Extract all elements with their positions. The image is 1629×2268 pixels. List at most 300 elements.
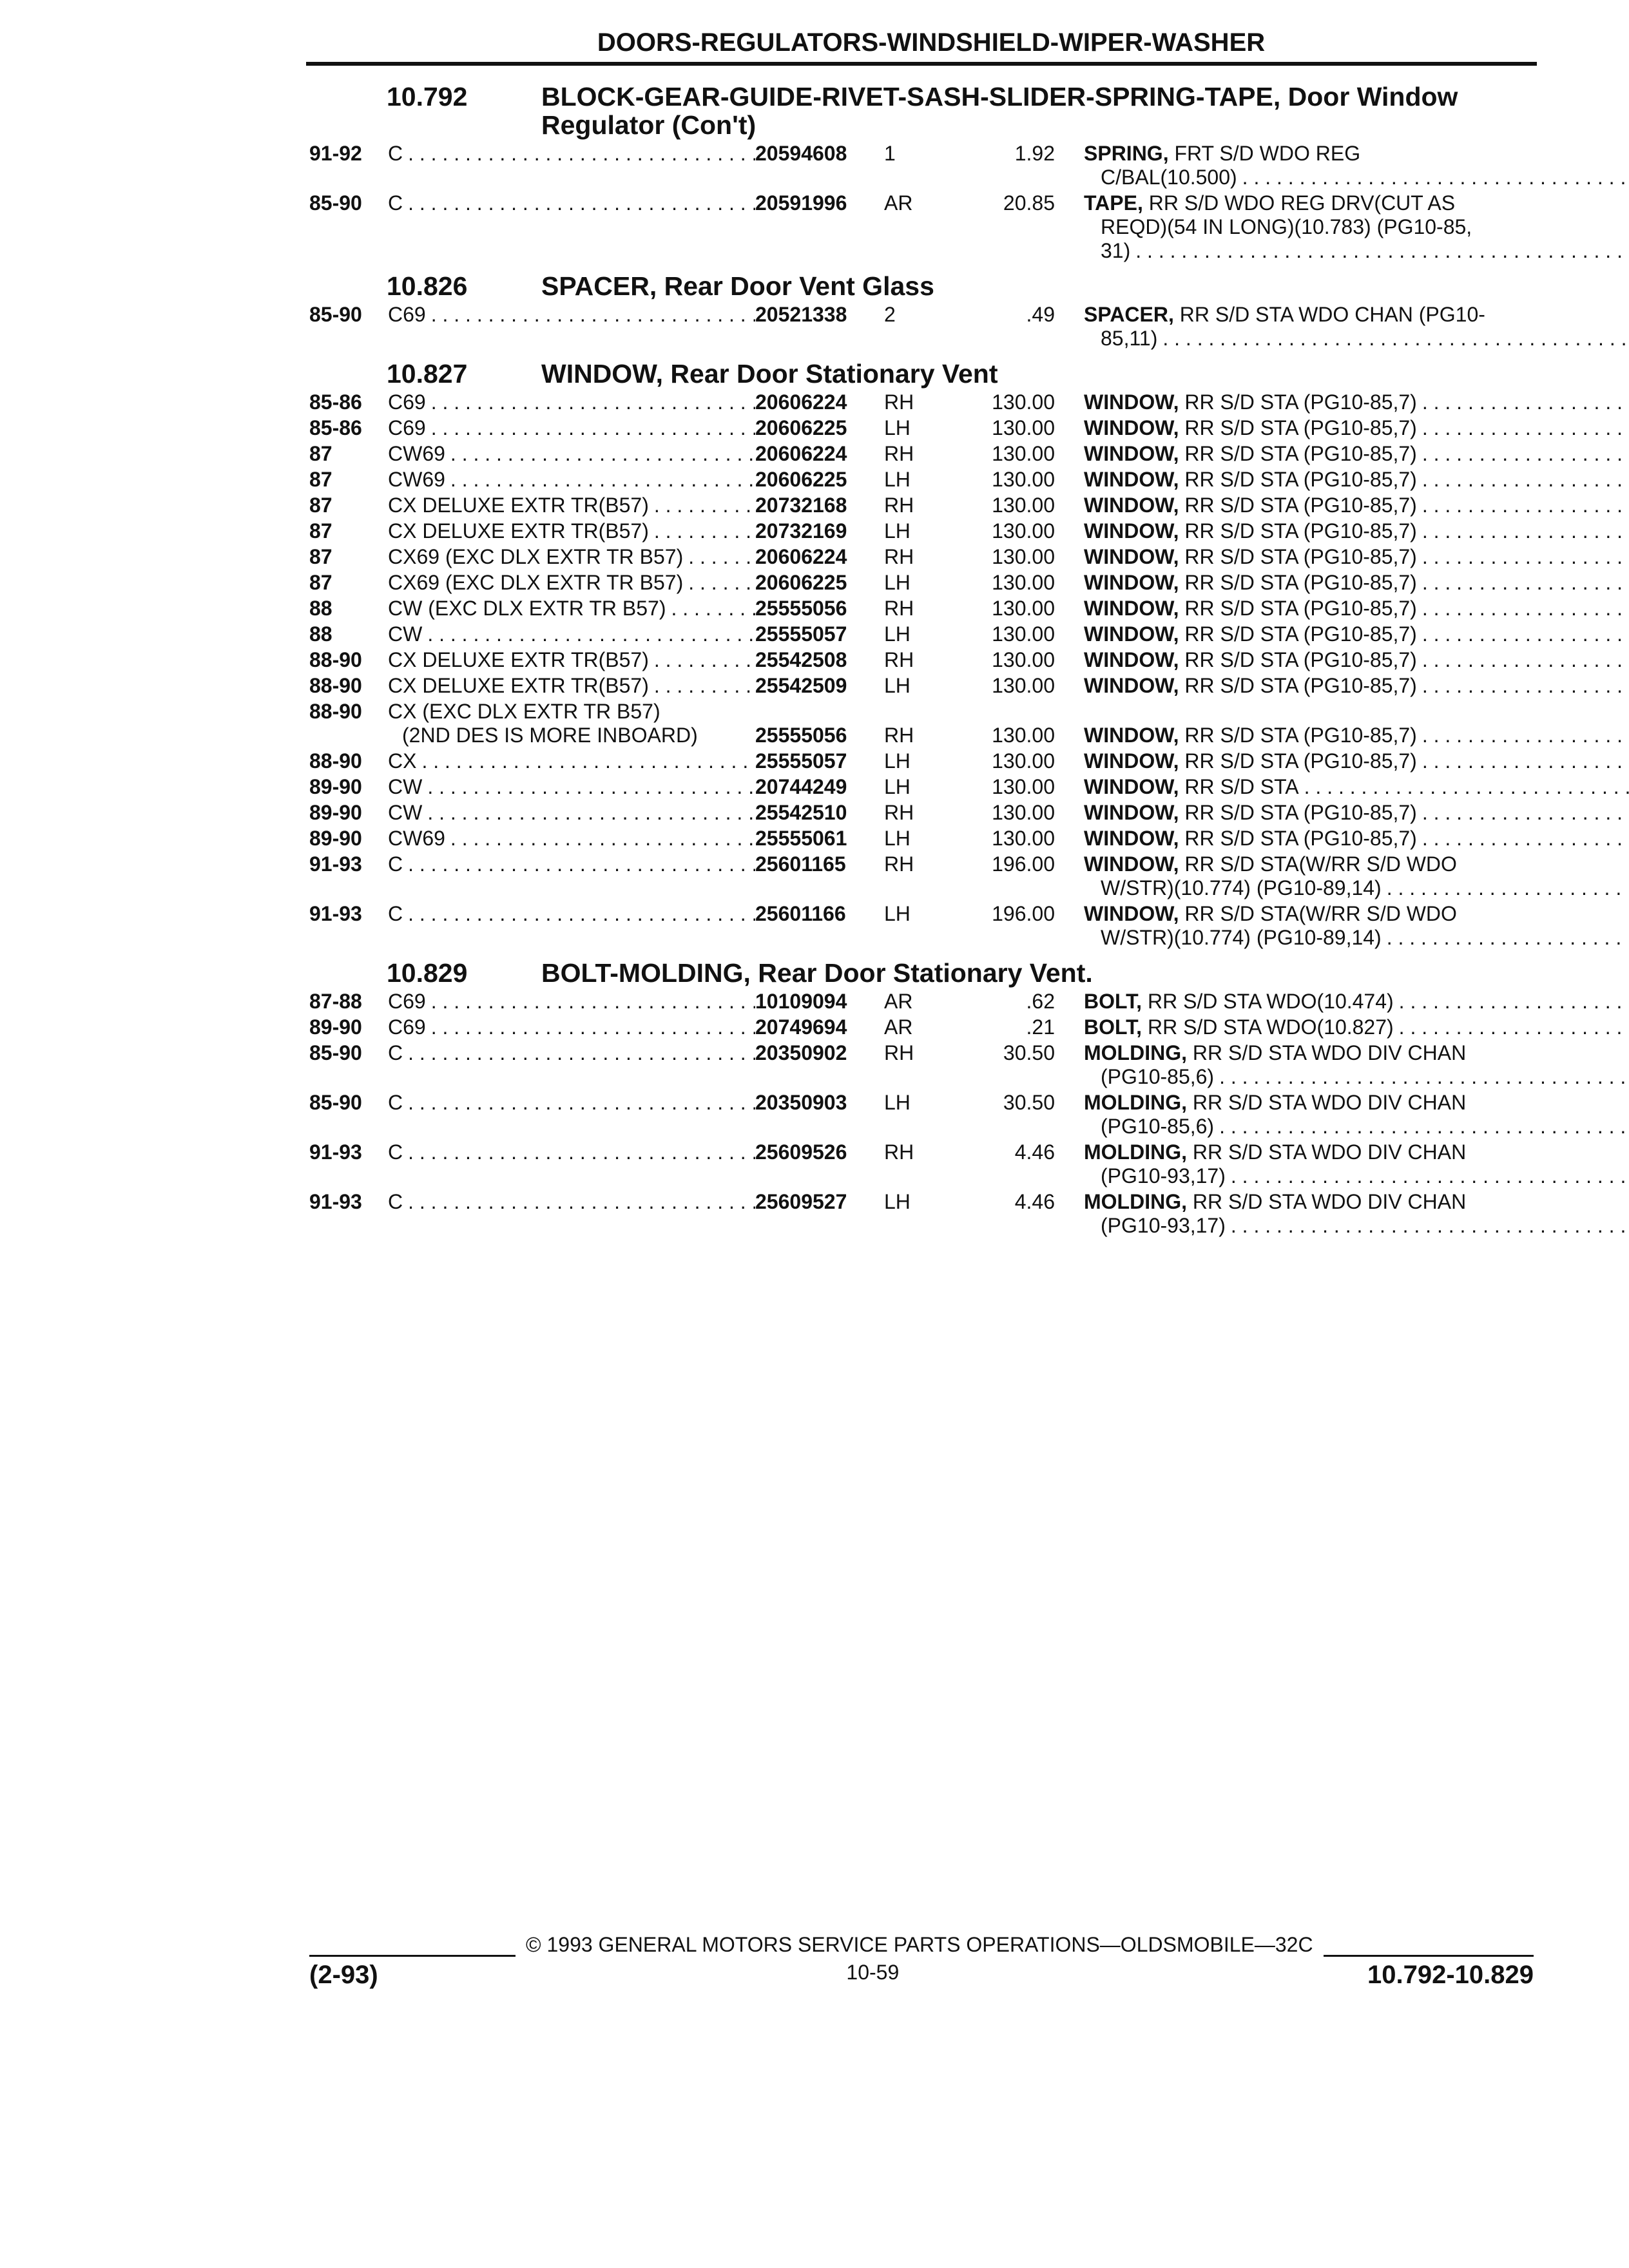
description-text	[1084, 801, 1417, 824]
part-row	[309, 442, 1534, 466]
part-name: WINDOW,	[1084, 902, 1179, 925]
description-text	[1084, 597, 1417, 620]
section-number: 10.826	[387, 271, 468, 301]
part-name: MOLDING,	[1084, 1041, 1187, 1064]
model-code	[388, 902, 755, 950]
model-years: 87	[309, 468, 333, 491]
part-row	[309, 990, 1534, 1014]
description-value: RR S/D STA WDO DIV CHAN	[1192, 1041, 1467, 1064]
description	[1084, 622, 1534, 646]
price-value: 30.50	[1003, 1041, 1055, 1064]
part-number-value: 20606225	[755, 571, 847, 594]
description-line	[1084, 990, 1534, 1014]
description-value: RR S/D STA (PG10-85,7)	[1184, 416, 1417, 439]
description-value: RR S/D STA WDO(10.827)	[1147, 1015, 1394, 1039]
quantity-value: LH	[884, 519, 911, 543]
leader-dots	[408, 1091, 755, 1115]
description-line	[1084, 902, 1534, 926]
part-number	[755, 1140, 884, 1188]
part-number-value: 20732168	[755, 494, 847, 517]
part-name: TAPE,	[1084, 191, 1143, 215]
description	[1084, 775, 1534, 799]
quantity	[884, 622, 961, 646]
footer-rule-left	[309, 1955, 516, 1957]
part-name: BOLT,	[1084, 990, 1142, 1013]
model-years: 88-90	[309, 674, 362, 697]
price	[961, 468, 1084, 492]
model-line	[388, 902, 755, 926]
model-text-2: (2ND DES IS MORE INBOARD)	[402, 724, 698, 747]
description	[1084, 468, 1534, 492]
part-name: WINDOW,	[1084, 390, 1179, 414]
catalog-section	[309, 272, 1534, 351]
model-line	[388, 827, 755, 850]
description-value: RR S/D STA(W/RR S/D WDO	[1184, 902, 1457, 925]
description-value: RR S/D STA WDO DIV CHAN	[1192, 1190, 1467, 1213]
description-line	[1084, 1140, 1534, 1164]
leader-dots	[1242, 166, 1629, 189]
leader-dots	[450, 468, 755, 492]
model-text: C	[388, 1140, 403, 1164]
description	[1084, 700, 1534, 747]
footer-date: (2-93)	[309, 1961, 378, 1989]
description-text	[1084, 468, 1417, 491]
description-line	[1084, 327, 1534, 351]
model-code	[388, 1140, 755, 1188]
model-line	[388, 519, 755, 543]
description-text	[1084, 1140, 1466, 1164]
price	[961, 1015, 1084, 1039]
part-number	[755, 416, 884, 440]
part-name: WINDOW,	[1084, 775, 1179, 798]
model-years: 89-90	[309, 801, 362, 824]
price	[961, 648, 1084, 672]
price	[961, 416, 1084, 440]
part-number	[755, 442, 884, 466]
description-text	[1084, 390, 1417, 414]
description	[1084, 1041, 1534, 1089]
description	[1084, 1190, 1534, 1238]
parts-listing	[309, 77, 1534, 1247]
part-name: MOLDING,	[1084, 1091, 1187, 1114]
part-number	[755, 390, 884, 414]
quantity	[884, 990, 961, 1014]
part-number-value: 20749694	[755, 1015, 847, 1039]
model-code	[388, 191, 755, 263]
leader-dots	[1422, 801, 1629, 824]
leader-dots	[450, 827, 755, 850]
footer-page-number: 10-59	[846, 1961, 900, 1984]
description-value: RR S/D STA WDO DIV CHAN	[1192, 1091, 1467, 1114]
quantity	[884, 1091, 961, 1139]
section-heading	[309, 360, 1534, 388]
description	[1084, 674, 1534, 698]
model-line	[388, 191, 755, 215]
description	[1084, 571, 1534, 595]
quantity	[884, 1140, 961, 1188]
description-text	[1084, 1015, 1394, 1039]
quantity-value: RH	[884, 648, 914, 671]
leader-dots	[1219, 1065, 1629, 1088]
quantity-value: LH	[884, 571, 911, 594]
model-years: 85-90	[309, 1041, 362, 1064]
description-text	[1101, 1115, 1214, 1138]
description-text	[1084, 622, 1417, 646]
part-number-value: 20521338	[755, 303, 847, 326]
model-text: C	[388, 1091, 403, 1114]
description-text	[1084, 648, 1417, 671]
model-years: 91-93	[309, 1190, 362, 1213]
part-row	[309, 142, 1534, 189]
model-text: C69	[388, 1015, 426, 1039]
model-line	[388, 416, 755, 440]
model-years: 91-92	[309, 142, 362, 165]
description	[1084, 494, 1534, 517]
quantity	[884, 648, 961, 672]
model-text: C	[388, 1190, 403, 1213]
quantity	[884, 545, 961, 569]
quantity-value: LH	[884, 1190, 911, 1213]
description-value: RR S/D STA (PG10-85,7)	[1184, 827, 1417, 850]
description-value: RR S/D STA (PG10-85,7)	[1184, 648, 1417, 671]
part-name: WINDOW,	[1084, 622, 1179, 646]
model-years: 88	[309, 622, 333, 646]
description-line	[1084, 1041, 1534, 1065]
quantity	[884, 1041, 961, 1089]
part-name: BOLT,	[1084, 1015, 1142, 1039]
model-text: CW69	[388, 468, 445, 491]
quantity	[884, 902, 961, 950]
part-number	[755, 622, 884, 646]
description-text	[1084, 1091, 1466, 1114]
section-heading	[309, 272, 1534, 300]
description-line	[1084, 215, 1534, 239]
leader-dots	[1422, 827, 1629, 850]
part-name: WINDOW,	[1084, 519, 1179, 543]
quantity	[884, 390, 961, 414]
model-line	[388, 303, 755, 327]
model-years: 91-93	[309, 1140, 362, 1164]
part-row	[309, 191, 1534, 263]
part-row	[309, 852, 1534, 900]
description-value: RR S/D STA (PG10-85,7)	[1184, 622, 1417, 646]
description-line	[1084, 597, 1534, 620]
price-value: 196.00	[992, 852, 1055, 876]
price-value: 4.46	[1014, 1190, 1055, 1213]
description-text	[1084, 775, 1299, 798]
description-line	[1084, 648, 1534, 672]
model-years: 87	[309, 545, 333, 568]
description-text	[1101, 239, 1130, 262]
part-row	[309, 416, 1534, 440]
model-text: C69	[388, 390, 426, 414]
quantity-value: 2	[884, 303, 896, 326]
part-row	[309, 545, 1534, 569]
leader-dots	[408, 902, 755, 926]
part-number	[755, 142, 884, 189]
part-row	[309, 1091, 1534, 1139]
part-number-value: 25555057	[755, 622, 847, 646]
part-number-value: 25555056	[755, 597, 847, 620]
part-number-value: 25542509	[755, 674, 847, 697]
description	[1084, 852, 1534, 900]
leader-dots	[427, 622, 755, 646]
model-line	[388, 801, 755, 825]
quantity-value: LH	[884, 468, 911, 491]
section-title: SPACER, Rear Door Vent Glass	[541, 271, 934, 301]
part-number-value: 20606225	[755, 416, 847, 439]
part-row	[309, 303, 1534, 351]
part-number	[755, 1091, 884, 1139]
description-text	[1101, 926, 1382, 949]
price-value: 130.00	[992, 494, 1055, 517]
leader-dots	[1422, 468, 1629, 491]
model-line	[388, 1190, 755, 1214]
part-number-value: 20606224	[755, 390, 847, 414]
price-value: 130.00	[992, 597, 1055, 620]
quantity	[884, 468, 961, 492]
description-line	[1084, 674, 1534, 698]
part-number-value: 20594608	[755, 142, 847, 165]
quantity	[884, 801, 961, 825]
model-text: CX DELUXE EXTR TR(B57)	[388, 648, 649, 671]
model-line	[388, 648, 755, 672]
part-row	[309, 519, 1534, 543]
model-text: CX DELUXE EXTR TR(B57)	[388, 494, 649, 517]
part-number	[755, 571, 884, 595]
model-text: CX69 (EXC DLX EXTR TR B57)	[388, 545, 684, 568]
description-line	[1084, 876, 1534, 900]
description-text	[1084, 749, 1417, 773]
part-row	[309, 571, 1534, 595]
model-years: 85-86	[309, 416, 362, 439]
part-number-value: 20606224	[755, 545, 847, 568]
quantity	[884, 827, 961, 850]
model-years: 85-90	[309, 1091, 362, 1114]
model-text: C69	[388, 990, 426, 1013]
description-text	[1084, 442, 1417, 465]
price-value: 30.50	[1003, 1091, 1055, 1114]
description-line	[1084, 1190, 1534, 1214]
description-text	[1084, 1190, 1466, 1213]
leader-dots	[1231, 1214, 1629, 1237]
model-code	[388, 674, 755, 698]
model-code	[388, 142, 755, 189]
leader-dots	[1422, 545, 1629, 568]
quantity-value: AR	[884, 990, 913, 1013]
quantity	[884, 852, 961, 900]
part-row	[309, 700, 1534, 747]
leader-dots	[1422, 674, 1629, 697]
quantity-value: LH	[884, 902, 911, 925]
leader-dots	[1399, 990, 1629, 1013]
leader-dots	[1422, 494, 1629, 517]
model-code	[388, 648, 755, 672]
description-line	[1084, 303, 1534, 327]
quantity	[884, 1190, 961, 1238]
quantity-value: 1	[884, 142, 896, 165]
model-code	[388, 303, 755, 351]
model-line	[388, 852, 755, 876]
quantity-value: RH	[884, 390, 914, 414]
quantity-value: AR	[884, 191, 913, 215]
description-value: RR S/D STA WDO DIV CHAN	[1192, 1140, 1467, 1164]
part-number-value: 20606224	[755, 442, 847, 465]
model-text: CX DELUXE EXTR TR(B57)	[388, 519, 649, 543]
leader-dots	[1422, 416, 1629, 439]
part-name: WINDOW,	[1084, 442, 1179, 465]
model-code	[388, 622, 755, 646]
model-code	[388, 571, 755, 595]
model-text: CW	[388, 622, 423, 646]
leader-dots	[1422, 571, 1629, 594]
quantity-value: RH	[884, 545, 914, 568]
part-name: SPRING,	[1084, 142, 1169, 165]
model-text: CX	[388, 749, 417, 773]
description-value: W/STR)(10.774) (PG10-89,14)	[1101, 876, 1382, 899]
price-value: 1.92	[1014, 142, 1055, 165]
part-row	[309, 775, 1534, 799]
description-value: RR S/D STA (PG10-85,7)	[1184, 545, 1417, 568]
part-row	[309, 1190, 1534, 1238]
description-text	[1101, 876, 1382, 899]
description-value: RR S/D STA WDO CHAN (PG10-	[1179, 303, 1485, 326]
leader-dots	[427, 801, 755, 825]
part-number-value: 20350903	[755, 1091, 847, 1114]
description-text	[1084, 724, 1417, 747]
part-number	[755, 519, 884, 543]
part-number-value: 20744249	[755, 775, 847, 798]
part-number-value: 10109094	[755, 990, 847, 1013]
section-title: WINDOW, Rear Door Stationary Vent	[541, 359, 998, 389]
model-code	[388, 990, 755, 1014]
model-line	[388, 990, 755, 1014]
description-value: RR S/D STA (PG10-85,7)	[1184, 519, 1417, 543]
description-line	[1084, 852, 1534, 876]
model-years: 87	[309, 442, 333, 465]
quantity	[884, 749, 961, 773]
description	[1084, 902, 1534, 950]
price	[961, 852, 1084, 900]
part-name: SPACER,	[1084, 303, 1174, 326]
price	[961, 303, 1084, 351]
quantity	[884, 442, 961, 466]
part-row	[309, 674, 1534, 698]
price	[961, 827, 1084, 850]
quantity-value: RH	[884, 442, 914, 465]
part-row	[309, 468, 1534, 492]
leader-dots	[431, 303, 755, 327]
description-value: RR S/D STA (PG10-85,7)	[1184, 597, 1417, 620]
model-line	[388, 545, 755, 569]
description	[1084, 191, 1534, 263]
description	[1084, 303, 1534, 351]
part-number-value: 25601166	[755, 902, 846, 925]
quantity-value: LH	[884, 749, 911, 773]
part-number	[755, 191, 884, 263]
part-row	[309, 390, 1534, 414]
price-value: 130.00	[992, 724, 1055, 747]
section-title: BLOCK-GEAR-GUIDE-RIVET-SASH-SLIDER-SPRING-TAPE, Door Window Regulator (Con't)	[541, 82, 1458, 140]
part-number	[755, 775, 884, 799]
model-code	[388, 852, 755, 900]
description-line	[1084, 191, 1534, 215]
model-code	[388, 801, 755, 825]
price-value: 130.00	[992, 519, 1055, 543]
part-number	[755, 700, 884, 747]
part-number-value: 25609527	[755, 1190, 847, 1213]
part-number-value: 25601165	[755, 852, 846, 876]
part-number	[755, 545, 884, 569]
price	[961, 700, 1084, 747]
description-value: (PG10-93,17)	[1101, 1214, 1226, 1237]
quantity	[884, 674, 961, 698]
model-code	[388, 827, 755, 850]
part-number-value: 20606225	[755, 468, 847, 491]
leader-dots	[1422, 519, 1629, 543]
description	[1084, 801, 1534, 825]
part-row	[309, 622, 1534, 646]
description-line	[1084, 1065, 1534, 1089]
price-value: 196.00	[992, 902, 1055, 925]
model-years: 89-90	[309, 1015, 362, 1039]
description-value: RR S/D WDO REG DRV(CUT AS	[1148, 191, 1456, 215]
quantity-value: LH	[884, 1091, 911, 1114]
description-text	[1084, 303, 1485, 326]
description-text	[1084, 519, 1417, 543]
leader-dots	[1304, 775, 1629, 798]
part-row	[309, 1041, 1534, 1089]
quantity-value: RH	[884, 801, 914, 824]
price	[961, 749, 1084, 773]
description-text	[1084, 494, 1417, 517]
price	[961, 674, 1084, 698]
description-text	[1101, 1065, 1214, 1088]
description-text	[1084, 1041, 1466, 1064]
model-years: 87	[309, 494, 333, 517]
model-line	[388, 622, 755, 646]
part-name: WINDOW,	[1084, 416, 1179, 439]
description-value: RR S/D STA	[1184, 775, 1299, 798]
part-number-value: 25542510	[755, 801, 847, 824]
section-heading	[309, 959, 1534, 987]
model-line	[388, 142, 755, 166]
description-text	[1101, 215, 1472, 238]
part-number-value: 25555056	[755, 724, 847, 747]
price	[961, 1091, 1084, 1139]
model-code	[388, 1015, 755, 1039]
quantity-value: LH	[884, 775, 911, 798]
description-text	[1084, 902, 1457, 925]
part-row	[309, 749, 1534, 773]
model-code	[388, 390, 755, 414]
part-number	[755, 801, 884, 825]
price	[961, 597, 1084, 620]
part-name: WINDOW,	[1084, 852, 1179, 876]
part-number	[755, 827, 884, 850]
price-value: 130.00	[992, 468, 1055, 491]
model-text: CW69	[388, 442, 445, 465]
price	[961, 191, 1084, 263]
model-line	[388, 775, 755, 799]
description-line	[1084, 519, 1534, 543]
price-value: 130.00	[992, 827, 1055, 850]
part-number	[755, 902, 884, 950]
price-value: 20.85	[1003, 191, 1055, 215]
description-text	[1101, 1164, 1226, 1187]
leader-dots	[671, 597, 755, 620]
quantity	[884, 494, 961, 517]
